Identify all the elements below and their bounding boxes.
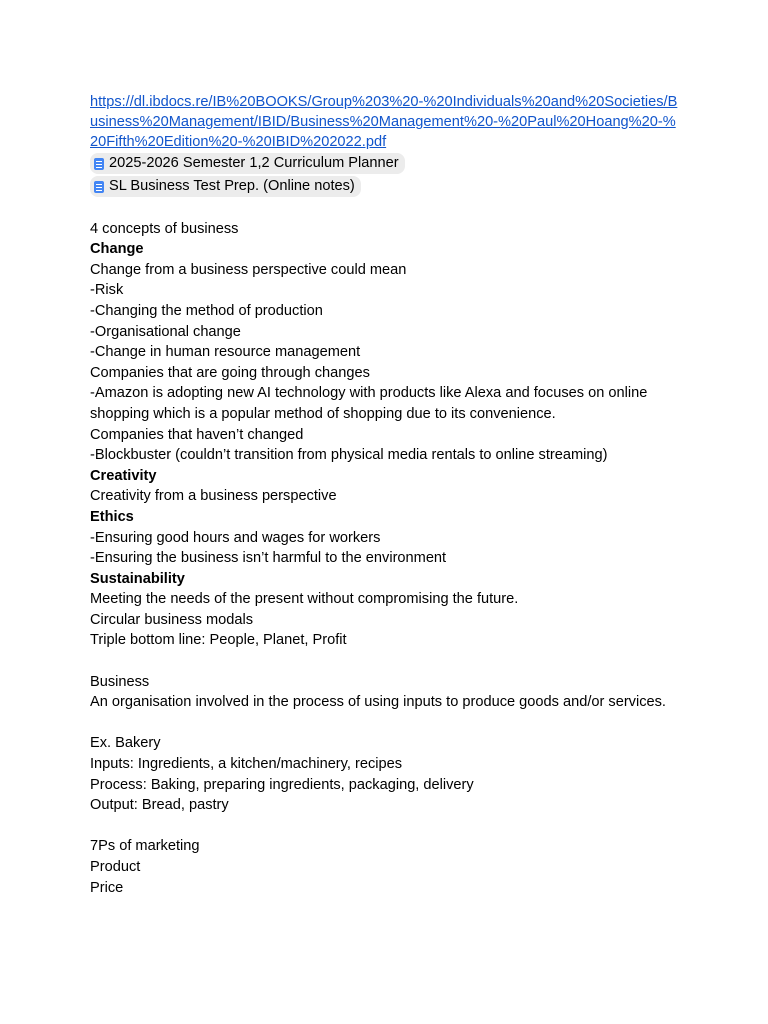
section-heading: Ethics <box>90 508 134 525</box>
chip-label: SL Business Test Prep. (Online notes) <box>109 178 355 194</box>
doc-icon <box>94 181 104 193</box>
text-line: Triple bottom line: People, Planet, Profit <box>90 632 347 649</box>
doc-icon <box>94 158 104 170</box>
chip-label: 2025-2026 Semester 1,2 Curriculum Planner <box>109 155 399 171</box>
blank-line <box>90 713 678 734</box>
text-line: Ex. Bakery <box>90 735 161 752</box>
pdf-link[interactable]: https://dl.ibdocs.re/IB%20BOOKS/Group%203%20-%20Individuals%20and%20Societies/Business%20Management/IBID/Business%20Management%20-%20Paul%20Hoang%20-%20Fifth%20Edition%20-%20IBID%202022.pdf <box>90 94 678 150</box>
text-line: Business <box>90 673 150 690</box>
text-line: Product <box>90 859 141 875</box>
smart-chip-curriculum-planner[interactable] <box>90 153 405 174</box>
text-line: Creativity from a business perspective <box>90 488 337 505</box>
section-heading: Sustainability <box>90 570 185 587</box>
text-line: -Blockbuster (couldn’t transition from physical media rentals to online streaming) <box>90 447 608 464</box>
text-line: Output: Bread, pastry <box>90 797 229 814</box>
text-line: 7Ps of marketing <box>90 838 200 855</box>
document-body <box>90 198 678 898</box>
text-line: -Changing the method of production <box>90 302 323 319</box>
text-line: -Ensuring the business isn’t harmful to the environment <box>90 550 447 567</box>
text-line: -Amazon is adopting new AI technology with products like Alexa and focuses on online shopping which is a popular method of shopping due to its convenience. <box>90 385 648 422</box>
section-heading: Creativity <box>90 467 157 484</box>
text-line: Process: Baking, preparing ingredients, packaging, delivery <box>90 776 474 793</box>
blank-line <box>90 198 678 219</box>
text-line: Change from a business perspective could mean <box>90 261 407 278</box>
text-line: Companies that haven’t changed <box>90 426 304 443</box>
text-line: -Risk <box>90 282 124 299</box>
chip-row <box>90 152 678 175</box>
section-heading: Change <box>90 241 144 258</box>
text-line: -Change in human resource management <box>90 344 361 361</box>
text-line: Circular business modals <box>90 611 254 628</box>
text-line: -Organisational change <box>90 323 241 340</box>
text-line: Meeting the needs of the present without compromising the future. <box>90 591 519 608</box>
blank-line <box>90 651 678 672</box>
text-line: Inputs: Ingredients, a kitchen/machinery, recipes <box>90 756 403 773</box>
text-line: 4 concepts of business <box>90 220 239 237</box>
smart-chip-test-prep[interactable] <box>90 176 361 197</box>
blank-line <box>90 816 678 837</box>
chip-row <box>90 175 678 198</box>
text-line: Price <box>90 879 124 896</box>
text-line: -Ensuring good hours and wages for workers <box>90 529 381 546</box>
text-line: An organisation involved in the process of using inputs to produce goods and/or services. <box>90 694 666 711</box>
text-line: Companies that are going through changes <box>90 364 370 381</box>
